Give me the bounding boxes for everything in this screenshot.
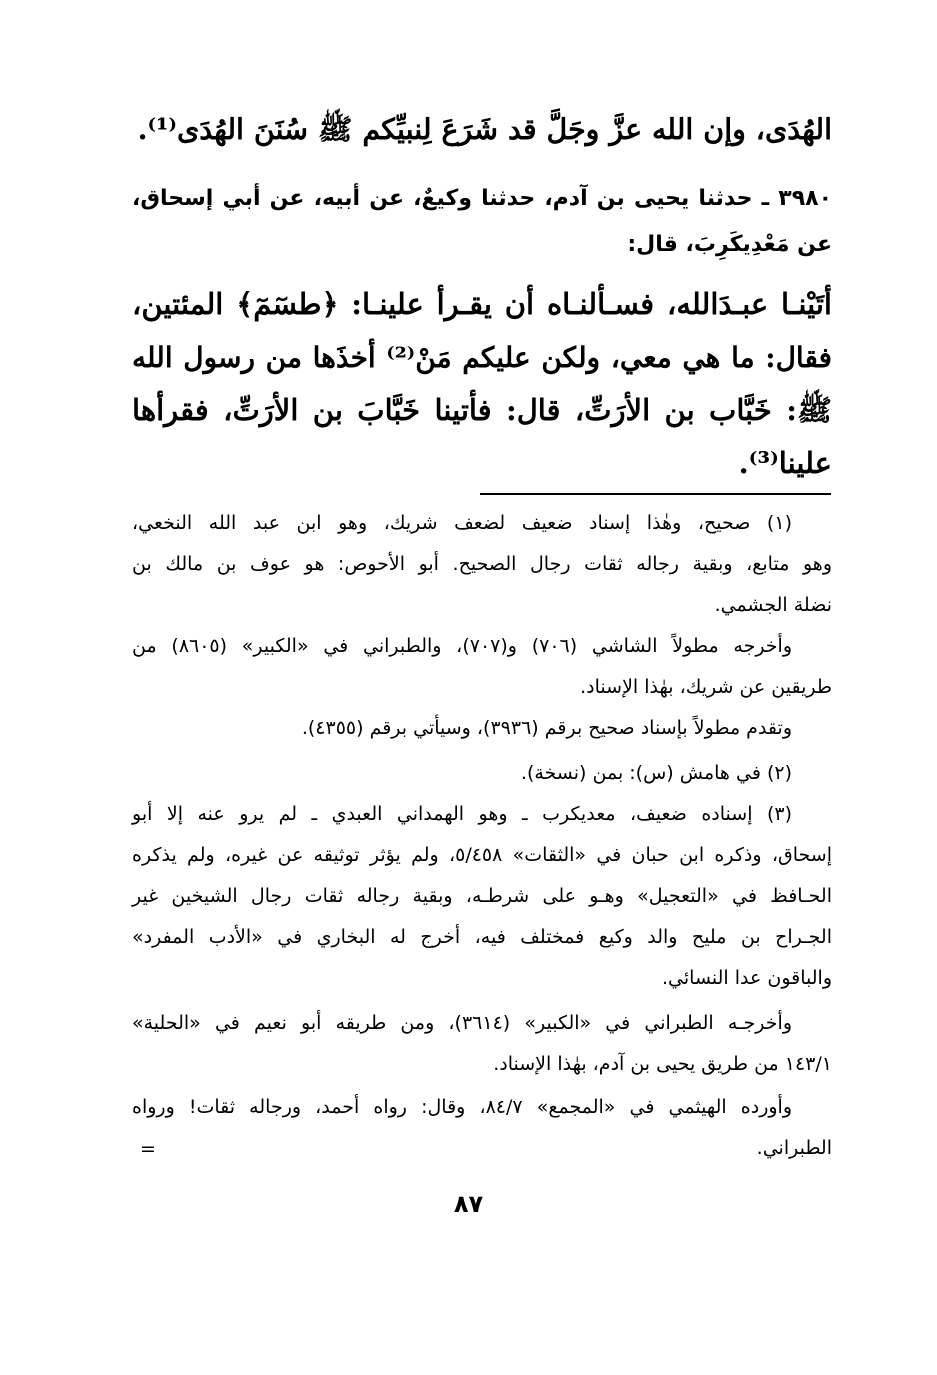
footnotes-block: [132, 0, 832, 1180]
footnote-line: إسحاق، وذكره ابن حبان في «الثقات» ٥/٤٥٨، ولم يؤثر توثيقه عن غيره، ولم يذكره: [132, 844, 832, 866]
footnote-line: طريقين عن شريك، بهٰذا الإسناد.: [580, 676, 832, 698]
footnote-line: (٣) إسناده ضعيف، معديكرب ـ وهو الهمداني العبدي ـ لم يرو عنه إلا أبو: [132, 803, 792, 825]
quote-line: ﷺ: خَبَّاب بن الأرَتِّ، قال: فأتينا خَبَّابَ بن الأرَتِّ، فقرأها: [132, 393, 832, 427]
footnote-line: الجـراح بن مليح والد وكيع فمختلف فيه، أخرج له البخاري في «الأدب المفرد»: [132, 926, 832, 948]
quote-line: فقال: ما هي معي، ولكن عليكم مَنْ⁽²⁾ أخذَها من رسول الله: [132, 341, 832, 374]
footnote-line: وتقدم مطولاً بإسناد صحيح برقم (٣٩٣٦)، وسيأتي برقم (٤٣٥٥).: [301, 717, 792, 739]
hadith-line: ٣٩٨٠ ـ حدثنا يحيى بن آدم، حدثنا وكيعٌ، عن أبيه، عن أبي إسحاق،: [132, 186, 832, 211]
footnote-line: وأخرجه مطولاً الشاشي (٧٠٦) و(٧٠٧)، والطبراني في «الكبير» (٨٦٠٥) من: [132, 635, 793, 657]
footnote-line: نضلة الجشمي.: [714, 594, 832, 616]
hadith-line: عن مَعْدِيكَرِبَ، قال:: [627, 232, 832, 257]
quote-line: أتَيْنـا عبـدَالله، فسـألنـاه أن يقـرأ علينـا: ﴿طسٓمٓ﴾ المئتين،: [132, 287, 832, 321]
footnote-line: وأخرجـه الطبراني في «الكبير» (٣٦١٤)، ومن طريقه أبو نعيم في «الحلية»: [132, 1012, 792, 1034]
footnote-line: الحـافظ في «التعجيل» وهـو على شرطـه، وبقية رجاله ثقات رجال الشيخين غير: [132, 885, 832, 907]
continuation-mark: =: [140, 1138, 156, 1160]
footnote-line: ١٤٣/١ من طريق يحيى بن آدم، بهٰذا الإسناد.: [493, 1053, 832, 1075]
footnote-line: (٢) في هامش (س): بمن (نسخة).: [520, 762, 792, 784]
footnote-line: وهو متابع، وبقية رجاله ثقات رجال الصحيح. أبو الأحوص: هو عوف بن مالك بن: [132, 553, 832, 575]
quote-line: علينا⁽³⁾.: [738, 446, 832, 480]
footnote-line: والباقون عدا النسائي.: [662, 967, 832, 989]
footnote-line: وأورده الهيثمي في «المجمع» ٨٤/٧، وقال: رواه أحمد، ورجاله ثقات! ورواه: [132, 1096, 792, 1118]
footnote-line: (١) صحيح، وهٰذا إسناد ضعيف لضعف شريك، وهو ابن عبد الله النخعي،: [132, 512, 792, 534]
page-number: ٨٧: [453, 1190, 484, 1218]
footnote-line: الطبراني.: [756, 1137, 832, 1159]
body-line: الهُدَى، وإن الله عزَّ وجَلَّ قد شَرَعَ لِنبيِّكم ﷺ سُنَنَ الهُدَى⁽¹⁾.: [137, 112, 832, 146]
